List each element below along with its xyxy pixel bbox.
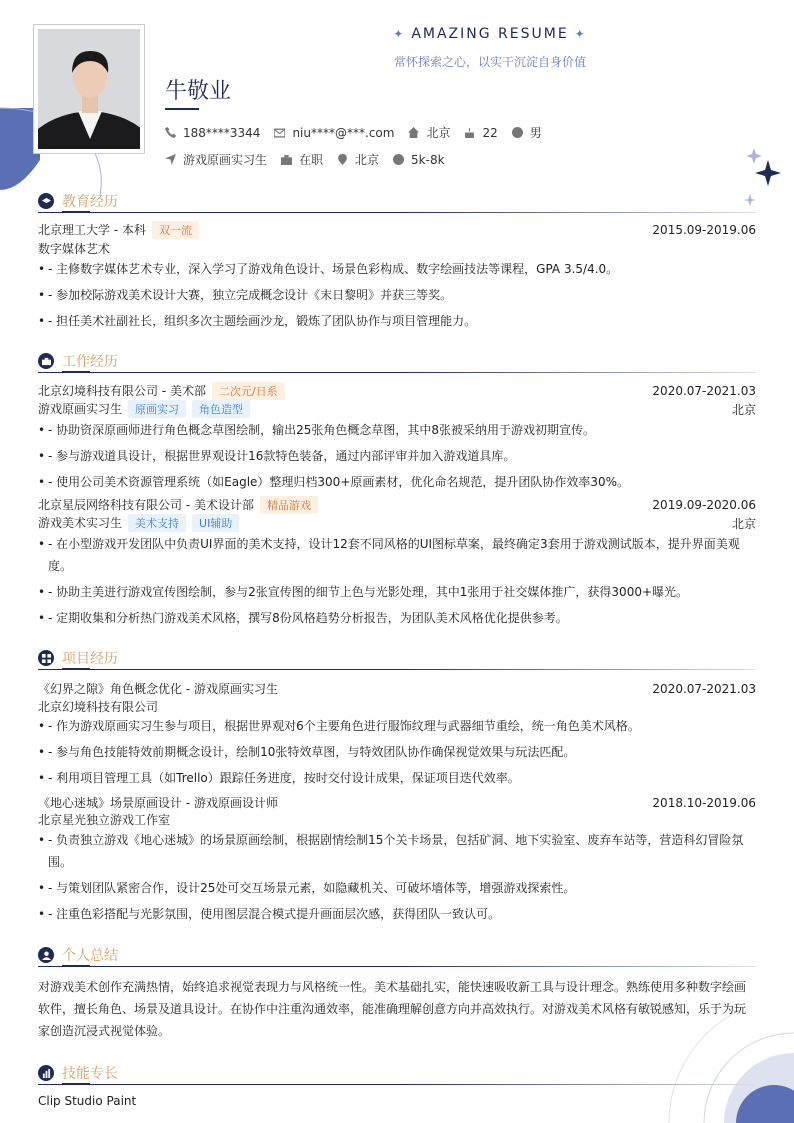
list-item: • - 协助主美进行游戏宣传图绘制，参与2张宣传图的细节上色与光影处理，其中1张用于社交媒体推广，获得3000+曝光。 — [38, 581, 756, 603]
section-divider — [38, 669, 756, 670]
send-icon — [165, 154, 176, 165]
work-header: 北京星辰网络科技有限公司 - 美术设计部 精品游戏 2019.09-2020.06 — [38, 498, 756, 512]
edu-major: 数字媒体艺术 — [38, 242, 111, 256]
home-item: 北京 — [408, 124, 450, 141]
status-item: 在职 — [281, 151, 323, 168]
section-divider — [38, 372, 756, 373]
banner-title: ✦ AMAZING RESUME ✦ — [393, 26, 587, 42]
work-tag: 二次元/日系 — [212, 382, 285, 400]
list-item: • - 协助资深原画师进行角色概念草图绘制，输出25张角色概念草图，其中8张被采纳用于游戏初期宣传。 — [38, 419, 756, 441]
star-icon: ✦ — [574, 27, 587, 41]
list-item: • - 担任美术社副社长，组织多次主题绘画沙龙，锻炼了团队协作与项目管理能力。 — [38, 310, 756, 332]
portrait-image — [38, 29, 140, 149]
section-summary: 个人总结 — [38, 945, 118, 965]
email-item: niu****@***.com — [274, 126, 394, 140]
work-role: 游戏美术实习生 美术支持 UI辅助 北京 — [38, 516, 756, 531]
role-tag: UI辅助 — [192, 514, 239, 532]
list-item: • - 注重色彩搭配与光影氛围，使用图层混合模式提升画面层次感，获得团队一致认可。 — [38, 903, 756, 925]
location-icon — [337, 154, 348, 165]
star-icon: ✦ — [393, 27, 406, 41]
list-item: • - 主修数字媒体艺术专业，深入学习了游戏角色设计、场景色彩构成、数字绘画技法等课程，GPA 3.5/4.0。 — [38, 258, 756, 280]
summary-text: 对游戏美术创作充满热情，始终追求视觉表现力与风格统一性。美术基础扎实，能快速吸收新工具与设计理念。熟练使用多种数字绘画软件，擅长角色、场景及道具设计。在协作中注重沟通效率，能准确理解创意方向并高效执行。对游戏美术风格有敏锐感知，乐于为玩家创造沉浸式视觉体验。 — [38, 980, 747, 1038]
edu-header: 北京理工大学 - 本科 双一流 2015.09-2019.06 — [38, 223, 756, 237]
skill-item: Clip Studio Paint — [38, 1094, 137, 1108]
money-icon — [393, 154, 404, 165]
age-item: 22 — [464, 126, 497, 140]
chart-icon — [38, 1065, 54, 1081]
role-tag: 美术支持 — [128, 514, 186, 532]
contact-row — [165, 124, 556, 141]
avatar — [33, 24, 145, 154]
section-education: 教育经历 — [38, 191, 118, 211]
work-role: 游戏原画实习生 原画实习 角色造型 北京 — [38, 402, 756, 417]
list-item: • - 使用公司美术资源管理系统（如Eagle）整理归档300+原画素材，优化命名规范，提升团队协作效率30%。 — [38, 471, 756, 493]
cake-icon — [464, 127, 475, 138]
section-skills: 技能专长 — [38, 1063, 118, 1083]
user-icon — [38, 947, 54, 963]
phone-item: 188****3344 — [165, 126, 260, 140]
edu-tag: 双一流 — [152, 221, 199, 239]
city-item: 北京 — [337, 151, 379, 168]
briefcase-icon — [281, 154, 292, 165]
section-divider — [38, 966, 756, 967]
list-item: • - 参与角色技能特效前期概念设计，绘制10张特效草图，与特效团队协作确保视觉效果与玩法匹配。 — [38, 741, 756, 763]
gender-icon — [512, 127, 523, 138]
list-item: • - 利用项目管理工具（如Trello）跟踪任务进度，按时交付设计成果，保证项目迭代效率。 — [38, 767, 756, 789]
project-org: 北京星光独立游戏工作室 — [38, 813, 171, 827]
work-header: 北京幻境科技有限公司 - 美术部 二次元/日系 2020.07-2021.03 — [38, 384, 756, 398]
section-divider — [38, 212, 756, 213]
salary-item: 5k-8k — [393, 153, 445, 167]
work-tag: 精品游戏 — [260, 496, 318, 514]
phone-icon — [165, 127, 176, 138]
briefcase-icon — [38, 353, 54, 369]
list-item: • - 参与游戏道具设计，根据世界观设计16款特色装备，通过内部评审并加入游戏道具库。 — [38, 445, 756, 467]
name-underline — [165, 108, 199, 110]
list-item: • - 参加校际游戏美术设计大赛，独立完成概念设计《末日黎明》并获三等奖。 — [38, 284, 756, 306]
section-project: 项目经历 — [38, 648, 118, 668]
section-work: 工作经历 — [38, 351, 118, 371]
project-org: 北京幻境科技有限公司 — [38, 700, 159, 714]
list-item: • - 定期收集和分析热门游戏美术风格，撰写8份风格趋势分析报告，为团队美术风格优化提供参考。 — [38, 607, 756, 629]
mail-icon — [274, 127, 285, 138]
gender-item: 男 — [512, 124, 542, 141]
banner-subtitle: 常怀探索之心，以实干沉淀自身价值 — [393, 55, 586, 69]
section-divider — [38, 1084, 756, 1085]
decor-stars — [744, 146, 784, 210]
position-item: 游戏原画实习生 — [165, 151, 267, 168]
candidate-name: 牛敬业 — [165, 79, 232, 104]
project-header: 《地心迷城》场景原画设计 - 游戏原画设计师 2018.10-2019.06 — [38, 795, 756, 810]
role-tag: 原画实习 — [128, 400, 186, 418]
grid-icon — [38, 650, 54, 666]
list-item: • - 负责独立游戏《地心迷城》的场景原画绘制，根据剧情绘制15个关卡场景，包括矿洞、地下实验室、废弃车站等，营造科幻冒险氛围。 — [38, 829, 756, 873]
list-item: • - 与策划团队紧密合作，设计25处可交互场景元素，如隐藏机关、可破坏墙体等，增强游戏探索性。 — [38, 877, 756, 899]
list-item: • - 在小型游戏开发团队中负责UI界面的美术支持，设计12套不同风格的UI图标草案，最终确定3套用于游戏测试版本，提升界面美观度。 — [38, 533, 756, 577]
list-item: • - 作为游戏原画实习生参与项目，根据世界观对6个主要角色进行服饰纹理与武器细节重绘，统一角色美术风格。 — [38, 715, 756, 737]
role-tag: 角色造型 — [192, 400, 250, 418]
project-header: 《幻界之隙》角色概念优化 - 游戏原画实习生 2020.07-2021.03 — [38, 681, 756, 696]
graduation-icon — [38, 193, 54, 209]
home-icon — [408, 127, 419, 138]
job-intent-row — [165, 151, 459, 168]
